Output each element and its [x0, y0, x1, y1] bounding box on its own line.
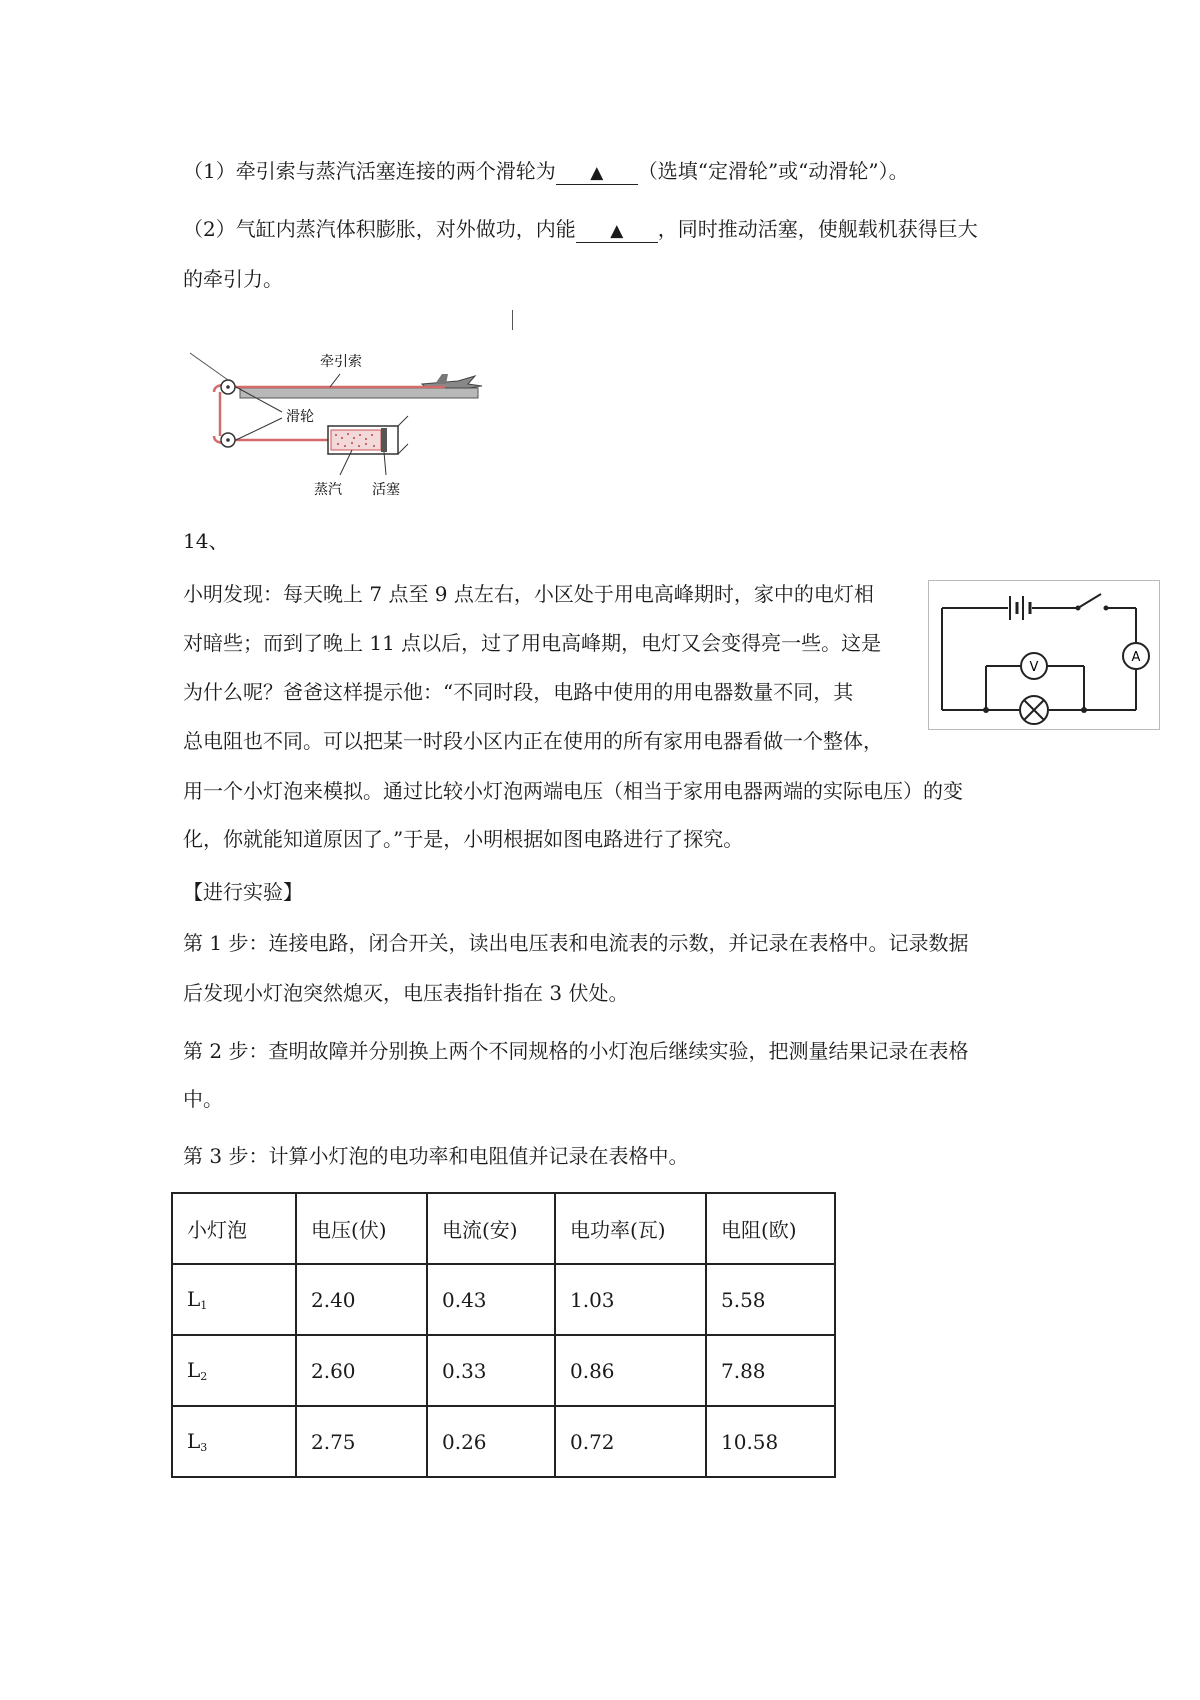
- q13-part2-blank: ▲: [576, 220, 658, 243]
- q14-intro-line: 小明发现：每天晚上 7 点至 9 点左右，小区处于用电高峰期时，家中的电灯相: [183, 582, 874, 606]
- section-title: 【进行实验】: [183, 880, 303, 904]
- q13-part1-blank: ▲: [556, 162, 638, 185]
- q13-part2-text: （2）气缸内蒸汽体积膨胀，对外做功，内能: [183, 217, 576, 241]
- table-cell: 0.26: [427, 1406, 555, 1477]
- q14-intro-line: 为什么呢？爸爸这样提示他：“不同时段，电路中使用的用电器数量不同，其: [183, 680, 854, 704]
- piston: [381, 428, 387, 452]
- q14-number: 14、: [183, 529, 229, 553]
- table-cell: 2.60: [296, 1335, 427, 1406]
- table-cell: 0.43: [427, 1264, 555, 1335]
- q13-part2: [183, 215, 978, 243]
- table-cell: 0.72: [555, 1406, 706, 1477]
- table-cell: 10.58: [706, 1406, 835, 1477]
- table-header-row: [172, 1193, 835, 1264]
- stray-mark: [512, 310, 513, 330]
- step-3-line: 第 3 步：计算小灯泡的电功率和电阻值并记录在表格中。: [183, 1144, 689, 1168]
- label-piston: 活塞: [372, 482, 400, 498]
- label-steam: 蒸汽: [314, 482, 342, 498]
- table-cell: 5.58: [706, 1264, 835, 1335]
- q14-intro-line: 对暗些；而到了晚上 11 点以后，过了用电高峰期，电灯又会变得亮一些。这是: [183, 631, 882, 655]
- header-cell: 电流(安): [427, 1193, 555, 1264]
- table-cell: 0.33: [427, 1335, 555, 1406]
- voltmeter-icon: [1021, 653, 1047, 679]
- table-cell: 7.88: [706, 1335, 835, 1406]
- q13-part2-line2: 的牵引力。: [183, 267, 283, 291]
- bulb-cell: $L_1$: [172, 1264, 296, 1335]
- lamp-icon: [1020, 696, 1048, 724]
- svg-text:V: V: [1029, 660, 1039, 675]
- table-cell: 1.03: [555, 1264, 706, 1335]
- header-cell: 电压(伏): [296, 1193, 427, 1264]
- q13-part1: [183, 157, 909, 185]
- table-cell: 0.86: [555, 1335, 706, 1406]
- ammeter-icon: [1123, 643, 1149, 669]
- label-cable: 牵引索: [320, 354, 362, 370]
- deck: [240, 388, 478, 398]
- header-cell: 电功率(瓦): [555, 1193, 706, 1264]
- table-cell: 2.75: [296, 1406, 427, 1477]
- step-2-line: 第 2 步：查明故障并分别换上两个不同规格的小灯泡后继续实验，把测量结果记录在表格: [183, 1039, 969, 1063]
- q13-part1-text: （1）牵引索与蒸汽活塞连接的两个滑轮为: [183, 159, 556, 183]
- bulb-cell: $L_2$: [172, 1335, 296, 1406]
- q13-part2-rest: ，同时推动活塞，使舰载机获得巨大: [657, 217, 978, 241]
- header-cell: 小灯泡: [172, 1193, 296, 1264]
- step-2-line: 中。: [183, 1087, 223, 1111]
- circuit-diagram: [928, 580, 1160, 730]
- step-1-line: 后发现小灯泡突然熄灭，电压表指针指在 3 伏处。: [183, 981, 629, 1005]
- svg-text:A: A: [1131, 650, 1141, 665]
- q14-intro-line: 用一个小灯泡来模拟。通过比较小灯泡两端电压（相当于家用电器两端的实际电压）的变: [183, 779, 963, 803]
- table-row: [172, 1335, 835, 1406]
- bulb-cell: $L_3$: [172, 1406, 296, 1477]
- table-cell: 2.40: [296, 1264, 427, 1335]
- data-table: [171, 1192, 836, 1478]
- table-row: [172, 1406, 835, 1477]
- table-row: [172, 1264, 835, 1335]
- q14-intro-line: 总电阻也不同。可以把某一时段小区内正在使用的所有家用电器看做一个整体，: [183, 729, 883, 753]
- step-1-line: 第 1 步：连接电路，闭合开关，读出电压表和电流表的示数，并记录在表格中。记录数据: [183, 931, 969, 955]
- q14-intro-line: 化，你就能知道原因了。”于是，小明根据如图电路进行了探究。: [183, 827, 744, 851]
- catapult-diagram: [190, 310, 500, 510]
- q13-part1-hint: （选填“定滑轮”或“动滑轮”）。: [637, 159, 909, 183]
- header-cell: 电阻(欧): [706, 1193, 835, 1264]
- label-pulley: 滑轮: [286, 409, 314, 425]
